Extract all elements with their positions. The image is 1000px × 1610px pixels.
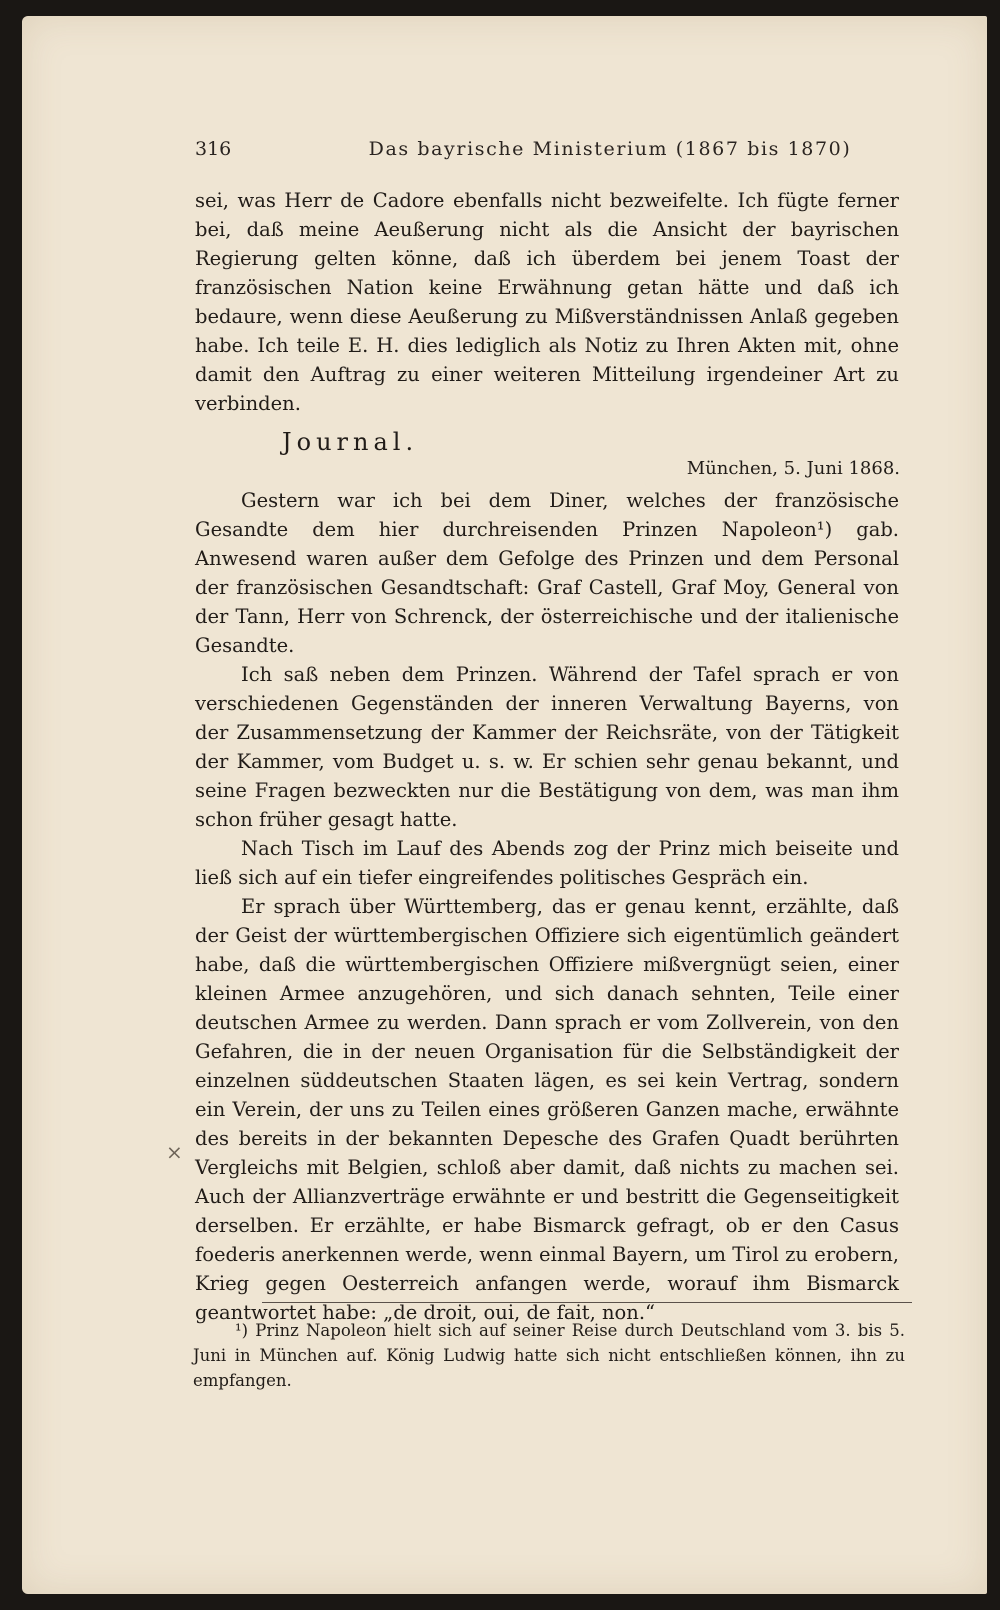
page-number: 316 — [195, 138, 232, 160]
paragraph: Gestern war ich bei dem Diner, welches der französische Gesandte dem hier durchreisenden Prinzen Napoleon¹) gab. Anwesend waren außer dem Gefolge des Prinzen und dem Personal der französischen Gesandtschaft: Graf Castell, Graf Moy, General von der Tann, Herr von Schrenck, der österreichische und der italienische Gesandte. — [195, 489, 899, 657]
opening-paragraph — [195, 186, 899, 418]
paragraph: Nach Tisch im Lauf des Abends zog der Prinz mich beiseite und ließ sich auf ein tiefer eingreifendes politisches Gespräch ein. — [195, 837, 899, 889]
journal-body — [195, 486, 899, 1327]
margin-mark: × — [166, 1140, 183, 1164]
section-title: Journal. — [282, 428, 419, 456]
page-header — [195, 138, 897, 172]
running-title: Das bayrische Ministerium (1867 bis 1870) — [368, 138, 852, 160]
footnote-divider — [262, 1302, 912, 1303]
footnote: ¹) Prinz Napoleon hielt sich auf seiner Reise durch Deutschland vom 3. bis 5. Juni in München auf. König Ludwig hatte sich nicht entschließen können, ihn zu empfangen. — [193, 1321, 905, 1390]
dateline: München, 5. Juni 1868. — [686, 458, 900, 479]
paragraph: Ich saß neben dem Prinzen. Während der Tafel sprach er von verschiedenen Gegenständen der inneren Verwaltung Bayerns, von der Zusammensetzung der Kammer der Reichsräte, von der Tätigkeit der Kammer, vom Budget u. s. w. Er schien sehr genau bekannt, und seine Fragen bezweckten nur die Bestätigung von dem, was man ihm schon früher gesagt hatte. — [195, 663, 899, 831]
paragraph: sei, was Herr de Cadore ebenfalls nicht bezweifelte. Ich fügte ferner bei, daß meine Aeußerung nicht als die Ansicht der bayrischen Regierung gelten könne, daß ich überdem bei jenem Toast der französischen Nation keine Erwähnung getan hätte und daß ich bedaure, wenn diese Aeußerung zu Mißverständnissen Anlaß gegeben habe. Ich teile E. H. dies lediglich als Notiz zu Ihren Akten mit, ohne damit den Auftrag zu einer weiteren Mitteilung irgendeiner Art zu verbinden. — [195, 189, 899, 415]
paragraph: Er sprach über Württemberg, das er genau kennt, erzählte, daß der Geist der württembergischen Offiziere sich eigentümlich geändert habe, daß die württembergischen Offiziere mißvergnügt seien, einer kleinen Armee anzugehören, und sich danach sehnten, Teile einer deutschen Armee zu werden. Dann sprach er vom Zollverein, von den Gefahren, die in der neuen Organisation für die Selbständigkeit der einzelnen süddeutschen Staaten lägen, es sei kein Vertrag, sondern ein Verein, der uns zu Teilen eines größeren Ganzen mache, erwähnte des bereits in der bekannten Depesche des Grafen Quadt berührten Vergleichs mit Belgien, schloß aber damit, daß nichts zu machen sei. Auch der Allianzverträge erwähnte er und bestritt die Gegenseitigkeit derselben. Er erzählte, er habe Bismarck gefragt, ob er den Casus foederis anerkennen werde, wenn einmal Bayern, um Tirol zu erobern, Krieg gegen Oesterreich anfangen werde, worauf ihm Bismarck geantwortet habe: „de droit, oui, de fait, non.“ — [195, 895, 899, 1324]
